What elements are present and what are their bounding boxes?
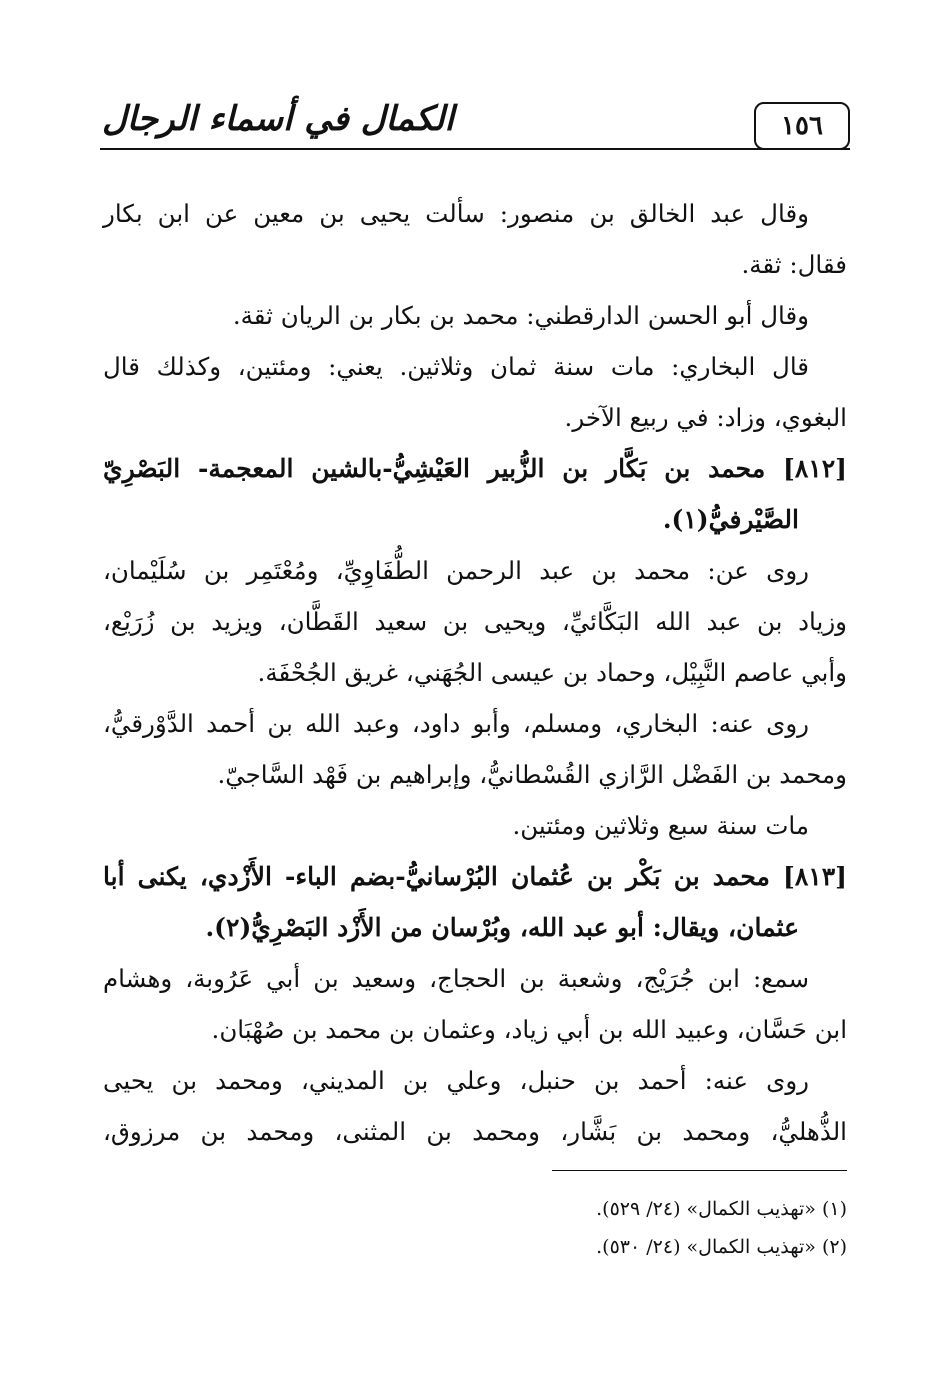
- page-number: ١٥٦: [754, 102, 850, 150]
- text-line: روى عنه: البخاري، ومسلم، وأبو داود، وعبد الله بن أحمد الدَّوْرقيُّ،: [103, 709, 809, 738]
- text-line: ومحمد بن الفَضْل الرَّازي القُسْطانيُّ، وإبراهيم بن فَهْد السَّاجيّ.: [217, 760, 847, 789]
- text-line: وقال أبو الحسن الدارقطني: محمد بن بكار بن الريان ثقة.: [232, 301, 809, 330]
- entry-heading: [٨١٢] محمد بن بَكَّار بن الزُّبير العَيْشِيُّ-بالشين المعجمة- البَصْرِيّ: [103, 454, 847, 483]
- text-line: ابن حَسَّان، وعبيد الله بن أبي زياد، وعثمان بن محمد بن صُهْبَان.: [211, 1015, 847, 1044]
- entry-heading: [٨١٣] محمد بن بَكْر بن عُثمان البُرْسانيُّ-بضم الباء- الأَزْدي، يكنى أبا: [103, 862, 847, 891]
- main-text: [103, 188, 847, 1157]
- text-line: فقال: ثقة.: [741, 250, 847, 279]
- footnote: (٢) «تهذيب الكمال» (٢٤/ ٥٣٠).: [596, 1236, 847, 1258]
- text-line: وأبي عاصم النَّبِيْل، وحماد بن عيسى الجُهَني، غريق الجُحْفَة.: [257, 658, 847, 687]
- text-line: وقال عبد الخالق بن منصور: سألت يحيى بن معين عن ابن بكار: [103, 199, 809, 228]
- text-line: قال البخاري: مات سنة ثمان وثلاثين. يعني: ومئتين، وكذلك قال: [103, 352, 809, 381]
- text-line: الذُّهليُّ، ومحمد بن بَشَّار، ومحمد بن المثنى، ومحمد بن مرزوق،: [103, 1117, 847, 1146]
- text-line: روى عنه: أحمد بن حنبل، وعلي بن المديني، ومحمد بن يحيى: [103, 1066, 809, 1095]
- page-header: [100, 92, 850, 156]
- footnotes: [103, 1190, 847, 1266]
- text-line: وزياد بن عبد الله البَكَّائيِّ، ويحيى بن سعيد القَطَّان، ويزيد بن زُرَيْع،: [103, 607, 847, 636]
- text-line: روى عن: محمد بن عبد الرحمن الطُّفَاوِيِّ، ومُعْتَمِر بن سُلَيْمان،: [103, 556, 809, 585]
- footnote: (١) «تهذيب الكمال» (٢٤/ ٥٢٩).: [596, 1198, 847, 1220]
- header-rule: [100, 148, 850, 150]
- book-title: الكمال في أسماء الرجال: [102, 99, 454, 139]
- footnote-separator: [552, 1170, 847, 1171]
- text-line: مات سنة سبع وثلاثين ومئتين.: [512, 811, 809, 840]
- entry-heading: الصَّيْرفيُّ(١).: [662, 505, 799, 534]
- text-line: البغوي، وزاد: في ربيع الآخر.: [564, 403, 847, 432]
- text-line: سمع: ابن جُرَيْج، وشعبة بن الحجاج، وسعيد بن أبي عَرُوبة، وهشام: [103, 964, 809, 993]
- entry-heading: عثمان، ويقال: أبو عبد الله، وبُرْسان من الأَزْد البَصْرِيُّ(٢).: [205, 913, 799, 942]
